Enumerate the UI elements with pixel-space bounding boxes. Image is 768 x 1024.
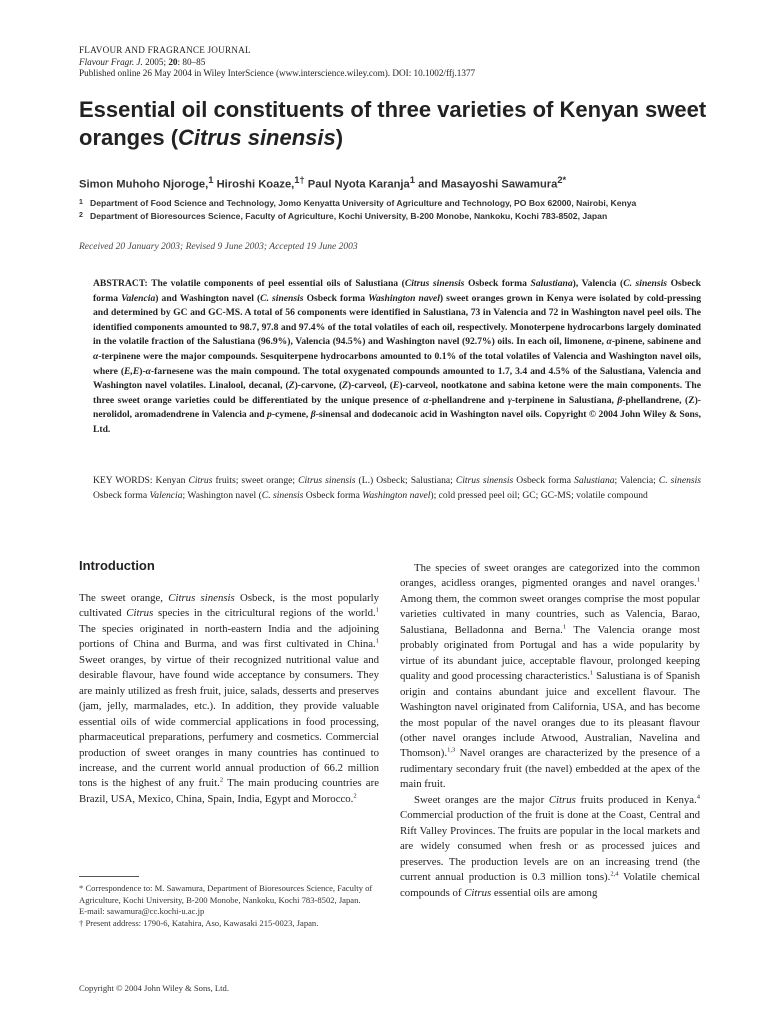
- right-column: [400, 561, 700, 901]
- abstract-text: The volatile components of peel essential oils of Salustiana (: [147, 278, 405, 289]
- footnote-present-address: † Present address: 1790-6, Katahira, Aso, Kawasaki 215-0023, Japan.: [79, 918, 319, 929]
- abstract-italic: C. sinensis: [260, 292, 304, 304]
- abstract-text: Osbeck forma: [93, 278, 701, 304]
- title-end: ): [335, 125, 344, 150]
- paragraph-text: fruits produced in Kenya.: [575, 793, 697, 806]
- affiliation-1-text: Department of Food Science and Technology, Jomo Kenyatta University of Agriculture and Technology, PO Box 62000, Nairobi, Kenya: [90, 198, 637, 208]
- keywords-text: Osbeck forma: [93, 489, 150, 501]
- abstract-text: -sinensal and dodecanoic acid in Washington navel oils. Copyright © 2004 John Wiley & Sons, Ltd.: [93, 409, 701, 435]
- author-1: Simon Muhoho Njoroge,: [79, 178, 209, 191]
- abstract-text: -phellandrene, (Z)-nerolidol, aromadendrene in Valencia and: [93, 394, 701, 421]
- abstract-text: ) and Washington navel (: [155, 292, 261, 304]
- abstract-italic: Washington navel: [368, 292, 440, 304]
- citation-ref: 1: [375, 606, 379, 614]
- abstract-label: ABSTRACT:: [93, 278, 148, 289]
- paragraph-text: The main producing countries are Brazil, USA, Mexico, China, Spain, India, Egypt and Morocco.: [79, 777, 379, 805]
- abstract-text: -farnesene was the main compound. The total oxygenated compounds amounted to 1.7, 3.4 and 4.5% of the Salustiana, Valencia and Washington navel volatiles. Linalool, decanal, (: [93, 365, 701, 392]
- paragraph-text: Osbeck, is the most popularly cultivated: [79, 592, 379, 620]
- abstract-text: )-carveol, (: [348, 380, 393, 392]
- paragraph-text: Sweet oranges are the major: [414, 793, 549, 806]
- citation-ref: 1,3: [447, 746, 456, 754]
- abstract-greek: α: [423, 394, 429, 406]
- keywords: [93, 474, 701, 503]
- journal-citation: [79, 57, 699, 69]
- abstract-greek: β: [617, 394, 623, 406]
- keywords-italic: Valencia: [149, 489, 183, 501]
- abstract-text: -terpinene were the major compounds. Sesquiterpene hydrocarbons amounted to 0.1% of the total volatiles of Valencia and Washington navel oils, where (: [93, 350, 701, 377]
- journal-citation-abbrev: Flavour Fragr. J.: [79, 56, 143, 67]
- author-4-affil: 2*: [557, 175, 567, 185]
- abstract-text: ) sweet oranges grown in Kenya were isolated by cold-pressing and determined by GC and GC-MS. A total of 56 components were identified in Salustiana, 73 in Valencia and 72 in Washington navel peel oils. The identified components amounted to 98.7, 97.8 and 97.4% of the total volatiles of each oil, respectively. Monoterpene hydrocarbons largely dominated in the volatile fraction of the Salustiana (96.9%), Valencia (94.5%) and Washington navel (92.7%) oils. In each oil, limonene,: [93, 292, 702, 348]
- affiliations: [79, 197, 719, 224]
- keywords-italic: C. sinensis: [261, 489, 304, 501]
- journal-volume: 20: [168, 56, 178, 67]
- affiliation-2: [79, 210, 719, 223]
- paragraph-text: The sweet orange,: [79, 592, 169, 604]
- journal-header: [79, 45, 699, 80]
- keywords-text: Osbeck forma: [513, 475, 575, 486]
- footnote-correspondence: * Correspondence to: M. Sawamura, Department of Bioresources Science, Faculty of Agriculture, Kochi University, B-200 Monobe, Nankoku, Kochi 783-8502, Japan.: [79, 883, 373, 905]
- intro-paragraph-1: [79, 591, 379, 807]
- keywords-italic: C. sinensis: [658, 475, 702, 486]
- keywords-text: KEY WORDS: Kenyan: [93, 475, 189, 486]
- paragraph-text: Navel oranges are characterized by the presence of a rudimentary secondary fruit (the navel) embedded at the apex of the main fruit.: [400, 747, 700, 791]
- title-text: Essential oil constituents of three varieties of Kenyan sweet oranges (: [79, 97, 707, 150]
- journal-citation-year: 2005;: [145, 56, 167, 67]
- received-dates: Received 20 January 2003; Revised 9 June 2003; Accepted 19 June 2003: [79, 242, 358, 252]
- citation-ref: 1: [375, 637, 379, 645]
- publication-info: Published online 26 May 2004 in Wiley InterScience (www.interscience.wiley.com). DOI: 10.1002/ffj.1377: [79, 68, 476, 78]
- copyright-notice: Copyright © 2004 John Wiley & Sons, Ltd.: [79, 983, 229, 993]
- abstract-italic: C. sinensis: [623, 278, 668, 289]
- abstract-text: ), Valencia (: [572, 278, 624, 289]
- paragraph-text: species in the citricultural regions of the world.: [153, 607, 376, 620]
- paragraph-text: Volatile chemical compounds of: [400, 871, 700, 899]
- keywords-text: ); cold pressed peel oil; GC; GC-MS; volatile compound: [430, 489, 648, 501]
- abstract-text: Osbeck forma: [464, 278, 531, 289]
- left-column: [79, 591, 379, 807]
- author-4: Masayoshi Sawamura: [441, 178, 558, 191]
- abstract-greek: β: [310, 409, 316, 421]
- paragraph-italic: Citrus: [126, 607, 154, 620]
- affiliation-1-number: 1: [79, 199, 83, 206]
- journal-name: FLAVOUR AND FRAGRANCE JOURNAL: [79, 45, 251, 55]
- abstract-italic: Citrus sinensis: [404, 278, 465, 289]
- abstract-greek: α: [93, 350, 99, 362]
- keywords-italic: Citrus sinensis: [455, 475, 514, 486]
- author-3-affil: 1: [409, 175, 415, 185]
- keywords-text: ; Valencia;: [614, 475, 659, 486]
- abstract-greek: γ: [507, 394, 512, 406]
- paragraph-text: essential oils are among: [491, 886, 598, 899]
- abstract-text: )-carveol, nootkatone and sabina ketone were the main components. The three sweet orange varieties could be differentiated by the unique presence of: [93, 380, 701, 406]
- keywords-text: Osbeck forma: [303, 489, 363, 501]
- paragraph-text: Commercial production of the fruit is done at the Coast, Central and Rift Valley Provinces. The fruits are popular in the local markets and are widely consumed when fresh or as processed juices and preserves. The production levels are on an increasing trend (the current annual production is 0.3 million tons).: [400, 809, 700, 884]
- paragraph-italic: Citrus: [464, 886, 492, 899]
- abstract-text: -terpinene in Salustiana,: [511, 394, 618, 406]
- abstract-text: )-carvone, (: [294, 380, 343, 392]
- citation-ref: 1: [589, 669, 594, 677]
- author-1-affil: 1: [208, 175, 214, 185]
- abstract-text: )-: [139, 365, 146, 377]
- citation-ref: 2,4: [610, 870, 619, 878]
- journal-pages: : 80–85: [177, 56, 206, 67]
- paragraph-italic: Citrus sinensis: [168, 592, 235, 604]
- abstract-italic: Z: [342, 380, 349, 392]
- footnote-email: E-mail: sawamura@cc.kochi-u.ac.jp: [79, 906, 205, 917]
- abstract-italic: Salustiana: [530, 278, 573, 289]
- paragraph-text: The species originated in north-eastern India and the adjoining portions of China and Burma, and was first cultivated in China.: [79, 622, 379, 651]
- author-list: [79, 175, 719, 191]
- affiliation-2-text: Department of Bioresources Science, Faculty of Agriculture, Kochi University, B-200 Monobe, Nankoku, Kochi 783-8502, Japan: [90, 211, 608, 222]
- abstract-italic: E: [392, 380, 400, 392]
- footnotes: [79, 883, 379, 930]
- author-2-affil: 1†: [294, 175, 305, 185]
- abstract: [93, 277, 701, 438]
- citation-ref: 1: [696, 576, 700, 584]
- keywords-italic: Citrus sinensis: [298, 475, 356, 486]
- citation-ref: 4: [696, 793, 700, 801]
- footnote-divider: [79, 876, 139, 877]
- paragraph-text: The species of sweet oranges are categorized into the common oranges, acidless oranges, pigmented oranges and navel oranges.: [400, 562, 700, 590]
- author-2: Hiroshi Koaze,: [216, 178, 295, 191]
- author-conjunction: and: [418, 178, 438, 191]
- citation-ref: 2: [353, 792, 357, 800]
- paragraph-text: The Valencia orange most probably originated from Portugal and has a wide popularity by virtue of its abundant juice, acceptable flavour, prolonged keeping quality and good processing characteristics.: [400, 623, 700, 683]
- abstract-italic: E,E: [124, 365, 140, 377]
- abstract-italic: Z: [288, 380, 295, 392]
- abstract-text: -pinene, sabinene and: [611, 336, 702, 348]
- paragraph-text: Sweet oranges, by virtue of their recognized nutritional value and desirable flavour, have found wide acceptance by consumers. They are mainly utilized as fresh fruit, juice, salads, desserts and preserves (jam, jelly, marmalades, etc.). In addition, they provide valuable essential oils of wide commercial applications in food processing, pharmaceutical preparations, perfumery and cosmetics. Commercial production of sweet oranges in many countries has continued to increase, and the current world annual production of 66.2 million tons is the highest of any fruit.: [79, 653, 379, 790]
- keywords-italic: Citrus: [188, 475, 213, 486]
- abstract-italic: Valencia: [121, 292, 156, 304]
- abstract-italic: p: [267, 409, 272, 421]
- affiliation-1: [79, 197, 719, 210]
- keywords-text: ; Washington navel (: [182, 489, 262, 501]
- abstract-text: -cymene,: [271, 409, 311, 421]
- abstract-greek: α: [145, 365, 151, 377]
- title-species: Citrus sinensis: [178, 125, 336, 150]
- intro-paragraph-3: [400, 793, 700, 901]
- author-3: Paul Nyota Karanja: [307, 178, 410, 191]
- abstract-greek: α: [606, 336, 612, 348]
- section-heading-introduction: Introduction: [79, 558, 155, 573]
- citation-ref: 2: [219, 776, 224, 784]
- abstract-text: -phellandrene and: [428, 394, 508, 406]
- keywords-italic: Washington navel: [362, 489, 431, 501]
- paragraph-text: Salustiana is of Spanish origin and contains abundant juice and excellent flavour. The Washington navel originated from California, USA, and has become the most popular of the navel oranges due to its pleasant flavour (other navel oranges include Atwood, Australian, Navelina and Thomson).: [400, 670, 700, 760]
- article-title: [79, 96, 719, 152]
- affiliation-2-number: 2: [79, 212, 83, 220]
- paragraph-italic: Citrus: [548, 793, 576, 806]
- keywords-text: fruits; sweet orange;: [212, 475, 299, 486]
- keywords-text: (L.) Osbeck; Salustiana;: [355, 475, 456, 486]
- keywords-italic: Salustiana: [574, 475, 615, 486]
- citation-ref: 1: [562, 623, 567, 631]
- paragraph-text: Among them, the common sweet oranges comprise the most popular varieties cultivated in many countries, such as Valencia, Barao, Salustiana, Belladonna and Berna.: [400, 592, 700, 636]
- intro-paragraph-2: [400, 561, 700, 793]
- abstract-text: Osbeck forma: [303, 292, 369, 304]
